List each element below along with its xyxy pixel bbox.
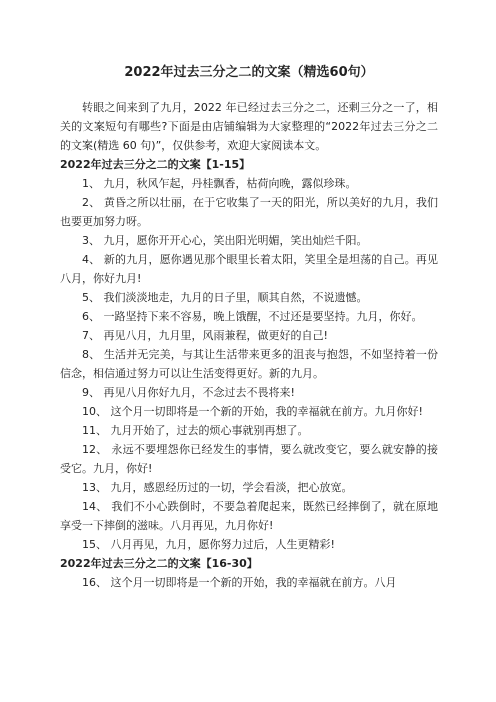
list-item: 9、 再见八月你好九月，不念过去不畏将来! [82, 386, 295, 399]
list-item: 14、 我们不小心跌倒时，不要急着爬起来，既然已经摔倒了，就在原地享受一下摔倒的滋味。八月再见，九月你好! [60, 500, 438, 532]
list-item: 13、 九月，感恩经历过的一切，学会看淡，把心放宽。 [82, 481, 353, 494]
intro-paragraph: 转眼之间来到了九月，2022 年已经过去三分之二，还剩三分之一了，相关的文案短句有哪些?下面是由店铺编辑为大家整理的“2022年过去三分之二的文案(精选 60 句)”，仅供参考，欢迎大家阅读本文。 [60, 101, 438, 152]
list-item: 8、 生活并无完美，与其让生活带来更多的沮丧与抱怨，不如坚持着一份信念，相信通过努力可以让生活变得更好。新的九月。 [60, 348, 438, 380]
section-heading: 2022年过去三分之二的文案【1-15】 [60, 158, 251, 171]
list-item: 2、 黄昏之所以壮丽，在于它收集了一天的阳光，所以美好的九月，我们也要更加努力呀。 [60, 196, 438, 228]
list-item: 6、 一路坚持下来不容易，晚上饿醒，不过还是要坚持。九月，你好。 [82, 310, 423, 323]
document-title: 2022年过去三分之二的文案（精选60句） [124, 65, 374, 80]
list-item: 7、 再见八月，九月里，风雨兼程，做更好的自己! [82, 329, 328, 342]
document-body [60, 155, 438, 592]
section-heading: 2022年过去三分之二的文案【16-30】 [60, 557, 258, 570]
list-item: 15、 八月再见，九月，愿你努力过后，人生更精彩! [82, 538, 335, 551]
list-item: 5、 我们淡淡地走，九月的日子里，顺其自然，不说遗憾。 [82, 291, 368, 304]
list-item: 1、 九月，秋风乍起，丹桂飘香，枯荷向晚，露似珍珠。 [82, 177, 357, 190]
list-item: 16、 这个月一切即将是一个新的开始，我的幸福就在前方。八月 [82, 576, 397, 589]
list-item: 4、 新的九月，愿你遇见那个眼里长着太阳，笑里全是坦荡的自己。再见八月，你好九月! [60, 253, 438, 285]
list-item: 3、 九月，愿你开开心心，笑出阳光明媚，笑出灿烂千阳。 [82, 234, 368, 247]
list-item: 11、 九月开始了，过去的烦心事就别再想了。 [82, 424, 309, 437]
list-item: 10、 这个月一切即将是一个新的开始，我的幸福就在前方。九月你好! [82, 405, 423, 418]
list-item: 12、 永远不要埋怨你已经发生的事情，要么就改变它，要么就安静的接受它。九月，你好! [60, 443, 438, 475]
